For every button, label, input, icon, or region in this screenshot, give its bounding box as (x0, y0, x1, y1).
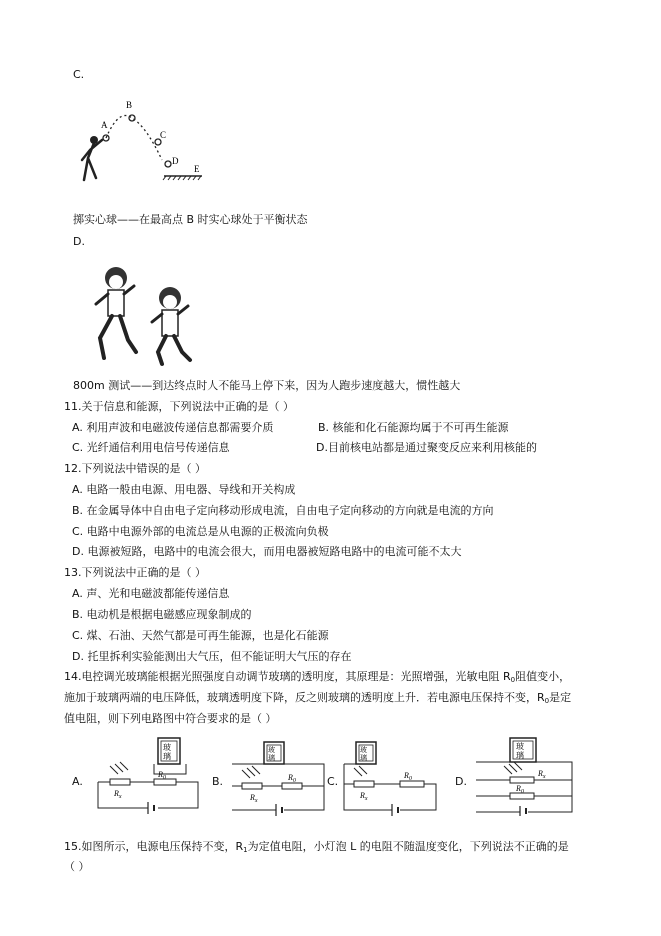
svg-text:R0: $R_0$ (288, 773, 296, 784)
circuit-d (468, 736, 580, 816)
q14-line-2: 施加于玻璃两端的电压降低，玻璃透明度下降，反之则玻璃的透明度上升．若电源电压保持不变，$R_0$是定 (64, 691, 572, 705)
svg-text:玻: 玻 (360, 746, 367, 754)
svg-text:Rx: $R_x$ (114, 789, 122, 800)
q15-line-2: （ ） (64, 860, 90, 873)
shot-put-figure (74, 98, 209, 193)
q13-option-c: C. 煤、石油、天然气都是可再生能源，也是化石能源 (72, 629, 329, 642)
q11-option-d: D.目前核电站都是通过聚变反应来利用核能的 (316, 441, 537, 454)
q14-option-c-letter: C. (327, 775, 339, 788)
q12-option-c: C. 电路中电源外部的电流总是从电源的正极流向负极 (72, 525, 329, 538)
q14-option-b-letter: B. (212, 775, 224, 788)
option-d-text: 800m 测试——到达终点时人不能马上停下来，因为人跑步速度越大，惯性越大 (73, 379, 461, 392)
svg-text:R0: $R_0$ (516, 784, 524, 795)
svg-text:璃: 璃 (516, 751, 524, 760)
q11-option-b: B. 核能和化石能源均属于不可再生能源 (318, 421, 509, 434)
svg-text:R0: $R_0$ (158, 770, 166, 781)
q11-option-c: C. 光纤通信利用电信号传递信息 (72, 441, 230, 454)
fig-label-b: B (126, 100, 133, 110)
q12-option-d: D. 电源被短路，电路中的电流会很大，而用电器被短路电路中的电流可能不太大 (72, 545, 462, 558)
q14-option-a-letter: A. (72, 775, 83, 788)
q11-stem: 11.关于信息和能源，下列说法中正确的是（ ） (64, 400, 294, 413)
q13-option-a: A. 声、光和电磁波都能传递信息 (72, 587, 230, 600)
circuit-a (88, 736, 208, 816)
fig-label-e: E (194, 164, 200, 174)
fig-label-a: A (101, 120, 108, 130)
q14-line-3: 值电阻，则下列电路图中符合要求的是（ ） (64, 712, 277, 725)
q11-option-a: A. 利用声波和电磁波传递信息都需要介质 (72, 421, 274, 434)
svg-text:玻: 玻 (163, 743, 171, 752)
option-d-letter: D. (73, 235, 85, 248)
svg-text:玻: 玻 (268, 746, 275, 754)
q12-option-a: A. 电路一般由电源、用电器、导线和开关构成 (72, 483, 296, 496)
q12-option-b: B. 在金属导体中自由电子定向移动形成电流，自由电子定向移动的方向就是电流的方向 (72, 504, 494, 517)
q13-option-b: B. 电动机是根据电磁感应现象制成的 (72, 608, 252, 621)
fig-label-d: D (172, 156, 179, 166)
svg-text:Rx: $R_x$ (250, 793, 258, 804)
svg-text:玻: 玻 (516, 742, 524, 751)
svg-text:璃: 璃 (163, 752, 171, 761)
runners-figure (88, 260, 203, 368)
fig-label-c: C (160, 130, 167, 140)
q14-line-1: 14.电控调光玻璃能根据光照强度自动调节玻璃的透明度，其原理是：光照增强，光敏电阻 $R_0$阻值变小， (64, 670, 571, 684)
q13-stem: 13.下列说法中正确的是（ ） (64, 566, 206, 579)
svg-text:璃: 璃 (360, 754, 367, 762)
option-c-letter: C. (73, 68, 85, 81)
svg-text:Rx: $R_x$ (360, 791, 368, 802)
q13-option-d: D. 托里拆利实验能测出大气压，但不能证明大气压的存在 (72, 650, 352, 663)
svg-text:R0: $R_0$ (404, 771, 412, 782)
svg-text:璃: 璃 (268, 754, 275, 762)
circuit-c (340, 740, 440, 816)
q15-line-1: 15.如图所示，电源电压保持不变，$R_1$为定值电阻，小灯泡 L 的电阻不随温度变化，下列说法不正确的是 (64, 840, 569, 854)
svg-text:Rx: $R_x$ (538, 769, 546, 780)
q12-stem: 12.下列说法中错误的是（ ） (64, 462, 206, 475)
q14-option-d-letter: D. (455, 775, 467, 788)
option-c-text: 掷实心球——在最高点 B 时实心球处于平衡状态 (73, 213, 308, 226)
circuit-b (228, 740, 328, 816)
